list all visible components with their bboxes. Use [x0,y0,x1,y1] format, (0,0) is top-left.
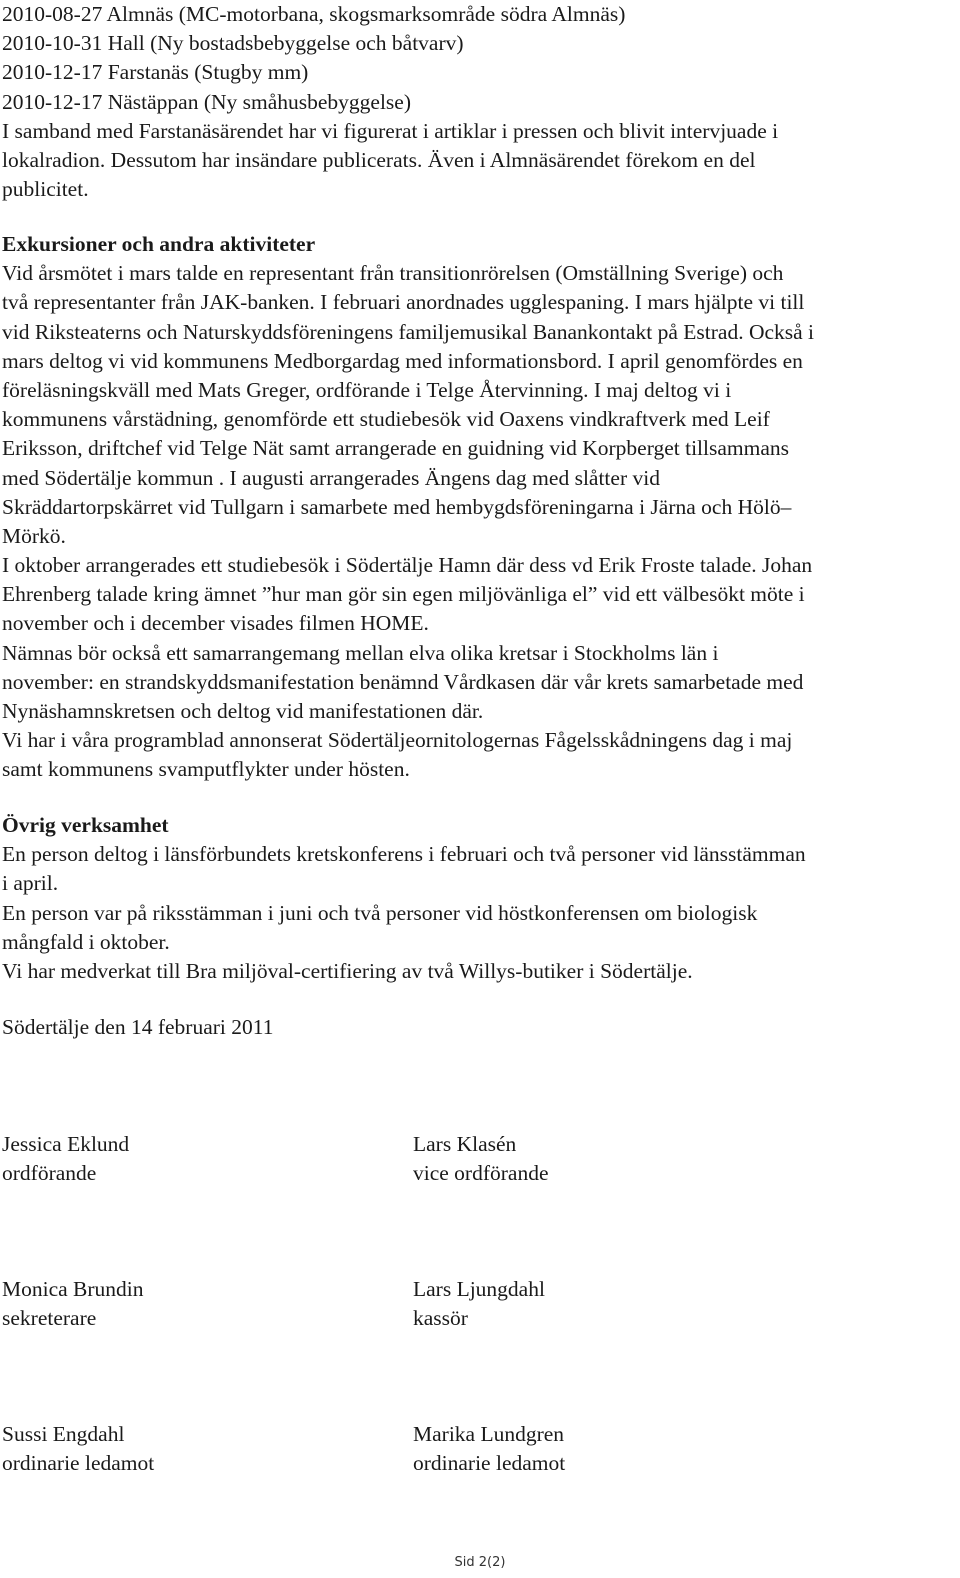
intro-line: 2010-10-31 Hall (Ny bostadsbebyggelse och båtvarv) [2,31,464,56]
intro-line: 2010-12-17 Farstanäs (Stugby mm) [2,60,309,85]
paragraph-line: mångfald i oktober. [2,929,170,954]
signatory-name: Lars Klasén [413,1132,517,1156]
signatory-name: Marika Lundgren [413,1422,565,1446]
intro-section [2,0,952,204]
paragraph-line: Vi har i våra programblad annonserat Södertäljeornitologernas Fågelsskådningens dag i maj [2,728,793,753]
paragraph-line: i april. [2,871,59,896]
paragraph-line: En person var på riksstämman i juni och två personer vid höstkonferensen om biologisk [2,900,758,925]
signatory-name: Jessica Eklund [2,1132,130,1156]
paragraph-line: samt kommunens svamputflykter under hösten. [2,757,410,782]
excursions-section [2,230,952,785]
signatory-name: Monica Brundin [2,1277,144,1301]
signatory-role: vice ordförande [413,1161,549,1185]
paragraph-line: En person deltog i länsförbundets kretskonferens i februari och två personer vid länsstämman [2,842,806,867]
paragraph-line: Mörkö. [2,523,66,548]
intro-line: 2010-08-27 Almnäs (MC-motorbana, skogsmarksområde södra Almnäs) [2,2,626,26]
paragraph-line: Nynäshamnskretsen och deltog vid manifestationen där. [2,699,484,723]
paragraph-line: vid Riksteaterns och Naturskyddsföreningens familjemusikal Banankontakt på Estrad. Också i [2,319,815,344]
paragraph-line: Vid årsmötet i mars talde en representant från transitionrörelsen (Omställning Sverige) och [2,261,784,286]
other-section [2,811,952,986]
paragraph-line: november: en strandskyddsmanifestation benämnd Vårdkasen där vår krets samarbetade med [2,669,804,694]
intro-line: lokalradion. Dessutom har insändare publicerats. Även i Almnäsärendet förekom en del [2,147,756,172]
signatory-name: Sussi Engdahl [2,1422,125,1446]
paragraph-line: mars deltog vi vid kommunens Medborgardag med informationsbord. I april genomfördes en [2,348,803,373]
paragraph-line: Vi har medverkat till Bra miljöval-certifiering av två Willys-butiker i Södertälje. [2,958,693,983]
paragraph-line: Nämnas bör också ett samarrangemang mellan elva olika kretsar i Stockholms län i [2,640,719,665]
paragraph-line: med Södertälje kommun . I augusti arrangerades Ängens dag med slåtter vid [2,465,660,490]
signatory-role: ordinarie ledamot [413,1451,566,1475]
paragraph-line: Ehrenberg talade kring ämnet ”hur man gör sin egen miljövänliga el” vid ett välbesökt möte i [2,582,805,607]
signatory-role: sekreterare [2,1306,97,1330]
signatory-role: kassör [413,1306,468,1330]
page-number: Sid 2(2) [454,1555,506,1570]
paragraph-line: föreläsningskväll med Mats Greger, ordförande i Telge Återvinning. I maj deltog vi i [2,377,732,402]
intro-line: I samband med Farstanäsärendet har vi figurerat i artiklar i pressen och blivit intervjuade i [2,118,779,143]
paragraph-line: två representanter från JAK-banken. I februari anordnades ugglespaning. I mars hjälpte vi till [2,290,805,315]
paragraph-line: Skräddartorpskärret vid Tullgarn i samarbete med hembygdsföreningarna i Järna och Hölö– [2,494,792,519]
intro-line: publicitet. [2,177,89,202]
paragraph-line: I oktober arrangerades ett studiebesök i Södertälje Hamn där dess vd Erik Froste talade. Johan [2,553,813,578]
signatory-role: ordförande [2,1161,97,1185]
paragraph-line: november och i december visades filmen HOME. [2,611,429,636]
paragraph-line: kommunens vårstädning, genomförde ett studiebesök vid Oaxens vindkraftverk med Leif [2,407,770,432]
place-date: Södertälje den 14 februari 2011 [2,1015,274,1039]
other-heading: Övrig verksamhet [2,813,169,837]
intro-line: 2010-12-17 Nästäppan (Ny småhusbebyggelse) [2,89,412,114]
place-date-section [2,1013,952,1042]
excursions-heading: Exkursioner och andra aktiviteter [2,232,316,256]
paragraph-line: Eriksson, driftchef vid Telge Nät samt arrangerade en guidning vid Korpberget tillsammans [2,436,790,461]
signatory-role: ordinarie ledamot [2,1451,155,1475]
signatory-name: Lars Ljungdahl [413,1277,545,1301]
